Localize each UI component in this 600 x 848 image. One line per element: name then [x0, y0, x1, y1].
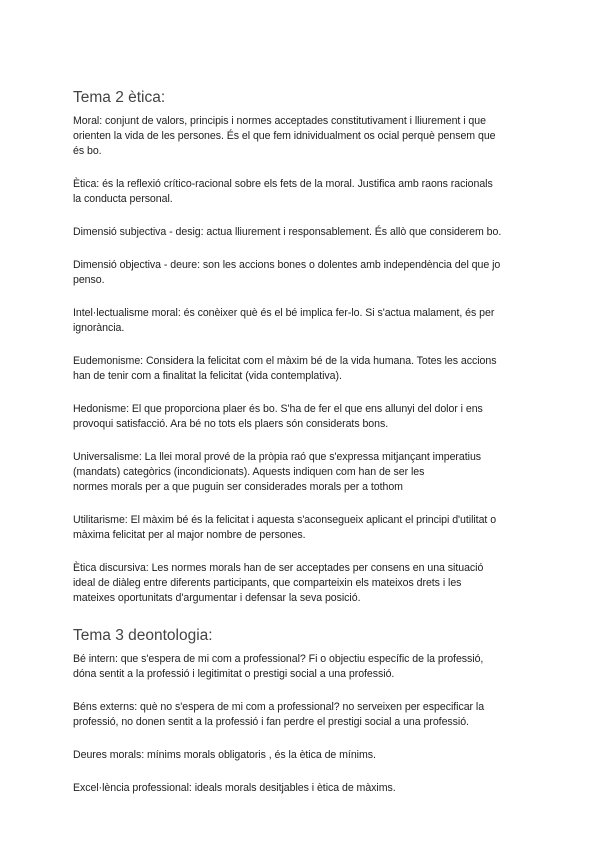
text-line: provoqui satisfacció. Ara bé no tots els plaers són considerats bons. [73, 418, 389, 430]
text-line: professió, no donen sentit a la professió i fan perdre el prestigi social a una professió. [73, 716, 469, 728]
text-line: la conducta personal. [73, 193, 173, 205]
definition-paragraph [73, 561, 528, 606]
text-line: Universalisme: La llei moral prové de la pròpia raó que s'expressa mitjançant imperatius [73, 451, 482, 463]
text-line: Hedonisme: El que proporciona plaer és bo. S'ha de fer el que ens allunyi del dolor i ens [73, 403, 483, 415]
text-line: ignorància. [73, 322, 125, 334]
definition-paragraph [73, 306, 528, 336]
definition-paragraph [73, 177, 528, 207]
text-line: (mandats) categòrics (incondicionats). Aquests indiquen com han de ser les [73, 466, 425, 478]
text-line: Excel·lència professional: ideals morals desitjables i ètica de màxims. [73, 782, 396, 794]
definition-paragraph [73, 114, 528, 159]
text-line: ideal de diàleg entre diferents participants, que comparteixin els mateixos drets i les [73, 577, 462, 589]
text-line: Deures morals: mínims morals obligatoris , és la ètica de mínims. [73, 749, 376, 761]
text-line: Utilitarisme: El màxim bé és la felicitat i aquesta s'aconsegueix aplicant el principi d'utilitat o [73, 514, 497, 526]
text-line: normes morals per a que puguin ser considerades morals per a tothom [73, 481, 403, 493]
section-heading: Tema 2 ètica: [73, 89, 166, 106]
definition-paragraph [73, 402, 528, 432]
text-line: mateixes oportunitats d'argumentar i defensar la seva posició. [73, 592, 361, 604]
text-line: Ètica: és la reflexió crítico-racional sobre els fets de la moral. Justifica amb raons racionals [73, 178, 493, 190]
section-heading: Tema 3 deontologia: [73, 627, 213, 644]
text-line: Ètica discursiva: Les normes morals han de ser acceptades per consens en una situació [73, 562, 484, 574]
text-line: han de tenir com a finalitat la felicitat (vida contemplativa). [73, 370, 342, 382]
text-line: Moral: conjunt de valors, principis i normes acceptades constitutivament i lliurement i que [73, 115, 486, 127]
text-line: Intel·lectualisme moral: és conèixer què és el bé implica fer-lo. Si s'actua malament, és per [73, 307, 495, 319]
text-line: penso. [73, 274, 105, 286]
text-line: orienten la vida de les persones. És el que fem idnividualment os ocial perquè pensem que [73, 130, 496, 142]
definition-paragraph [73, 748, 528, 763]
definition-paragraph [73, 700, 528, 730]
definition-paragraph [73, 225, 528, 240]
definition-paragraph [73, 450, 528, 495]
text-line: Eudemonisme: Considera la felicitat com el màxim bé de la vida humana. Totes les accions [73, 355, 497, 367]
text-line: màxima felicitat per al major nombre de persones. [73, 529, 306, 541]
definition-paragraph [73, 513, 528, 543]
definition-paragraph [73, 781, 528, 796]
text-line: és bo. [73, 145, 102, 157]
text-line: Dimensió objectiva - deure: son les accions bones o dolentes amb independència del que jo [73, 259, 501, 271]
text-line: dóna sentit a la professió i legitimitat o prestigi social a una professió. [73, 668, 395, 680]
text-line: Béns externs: què no s'espera de mi com a professional? no serveixen per especificar la [73, 701, 485, 713]
definition-paragraph [73, 354, 528, 384]
text-line: Bé intern: que s'espera de mi com a professional? Fi o objectiu específic de la professió, [73, 653, 484, 665]
text-line: Dimensió subjectiva - desig: actua lliurement i responsablement. És allò que considerem bo. [73, 226, 502, 238]
definition-paragraph [73, 258, 528, 288]
definition-paragraph [73, 652, 528, 682]
